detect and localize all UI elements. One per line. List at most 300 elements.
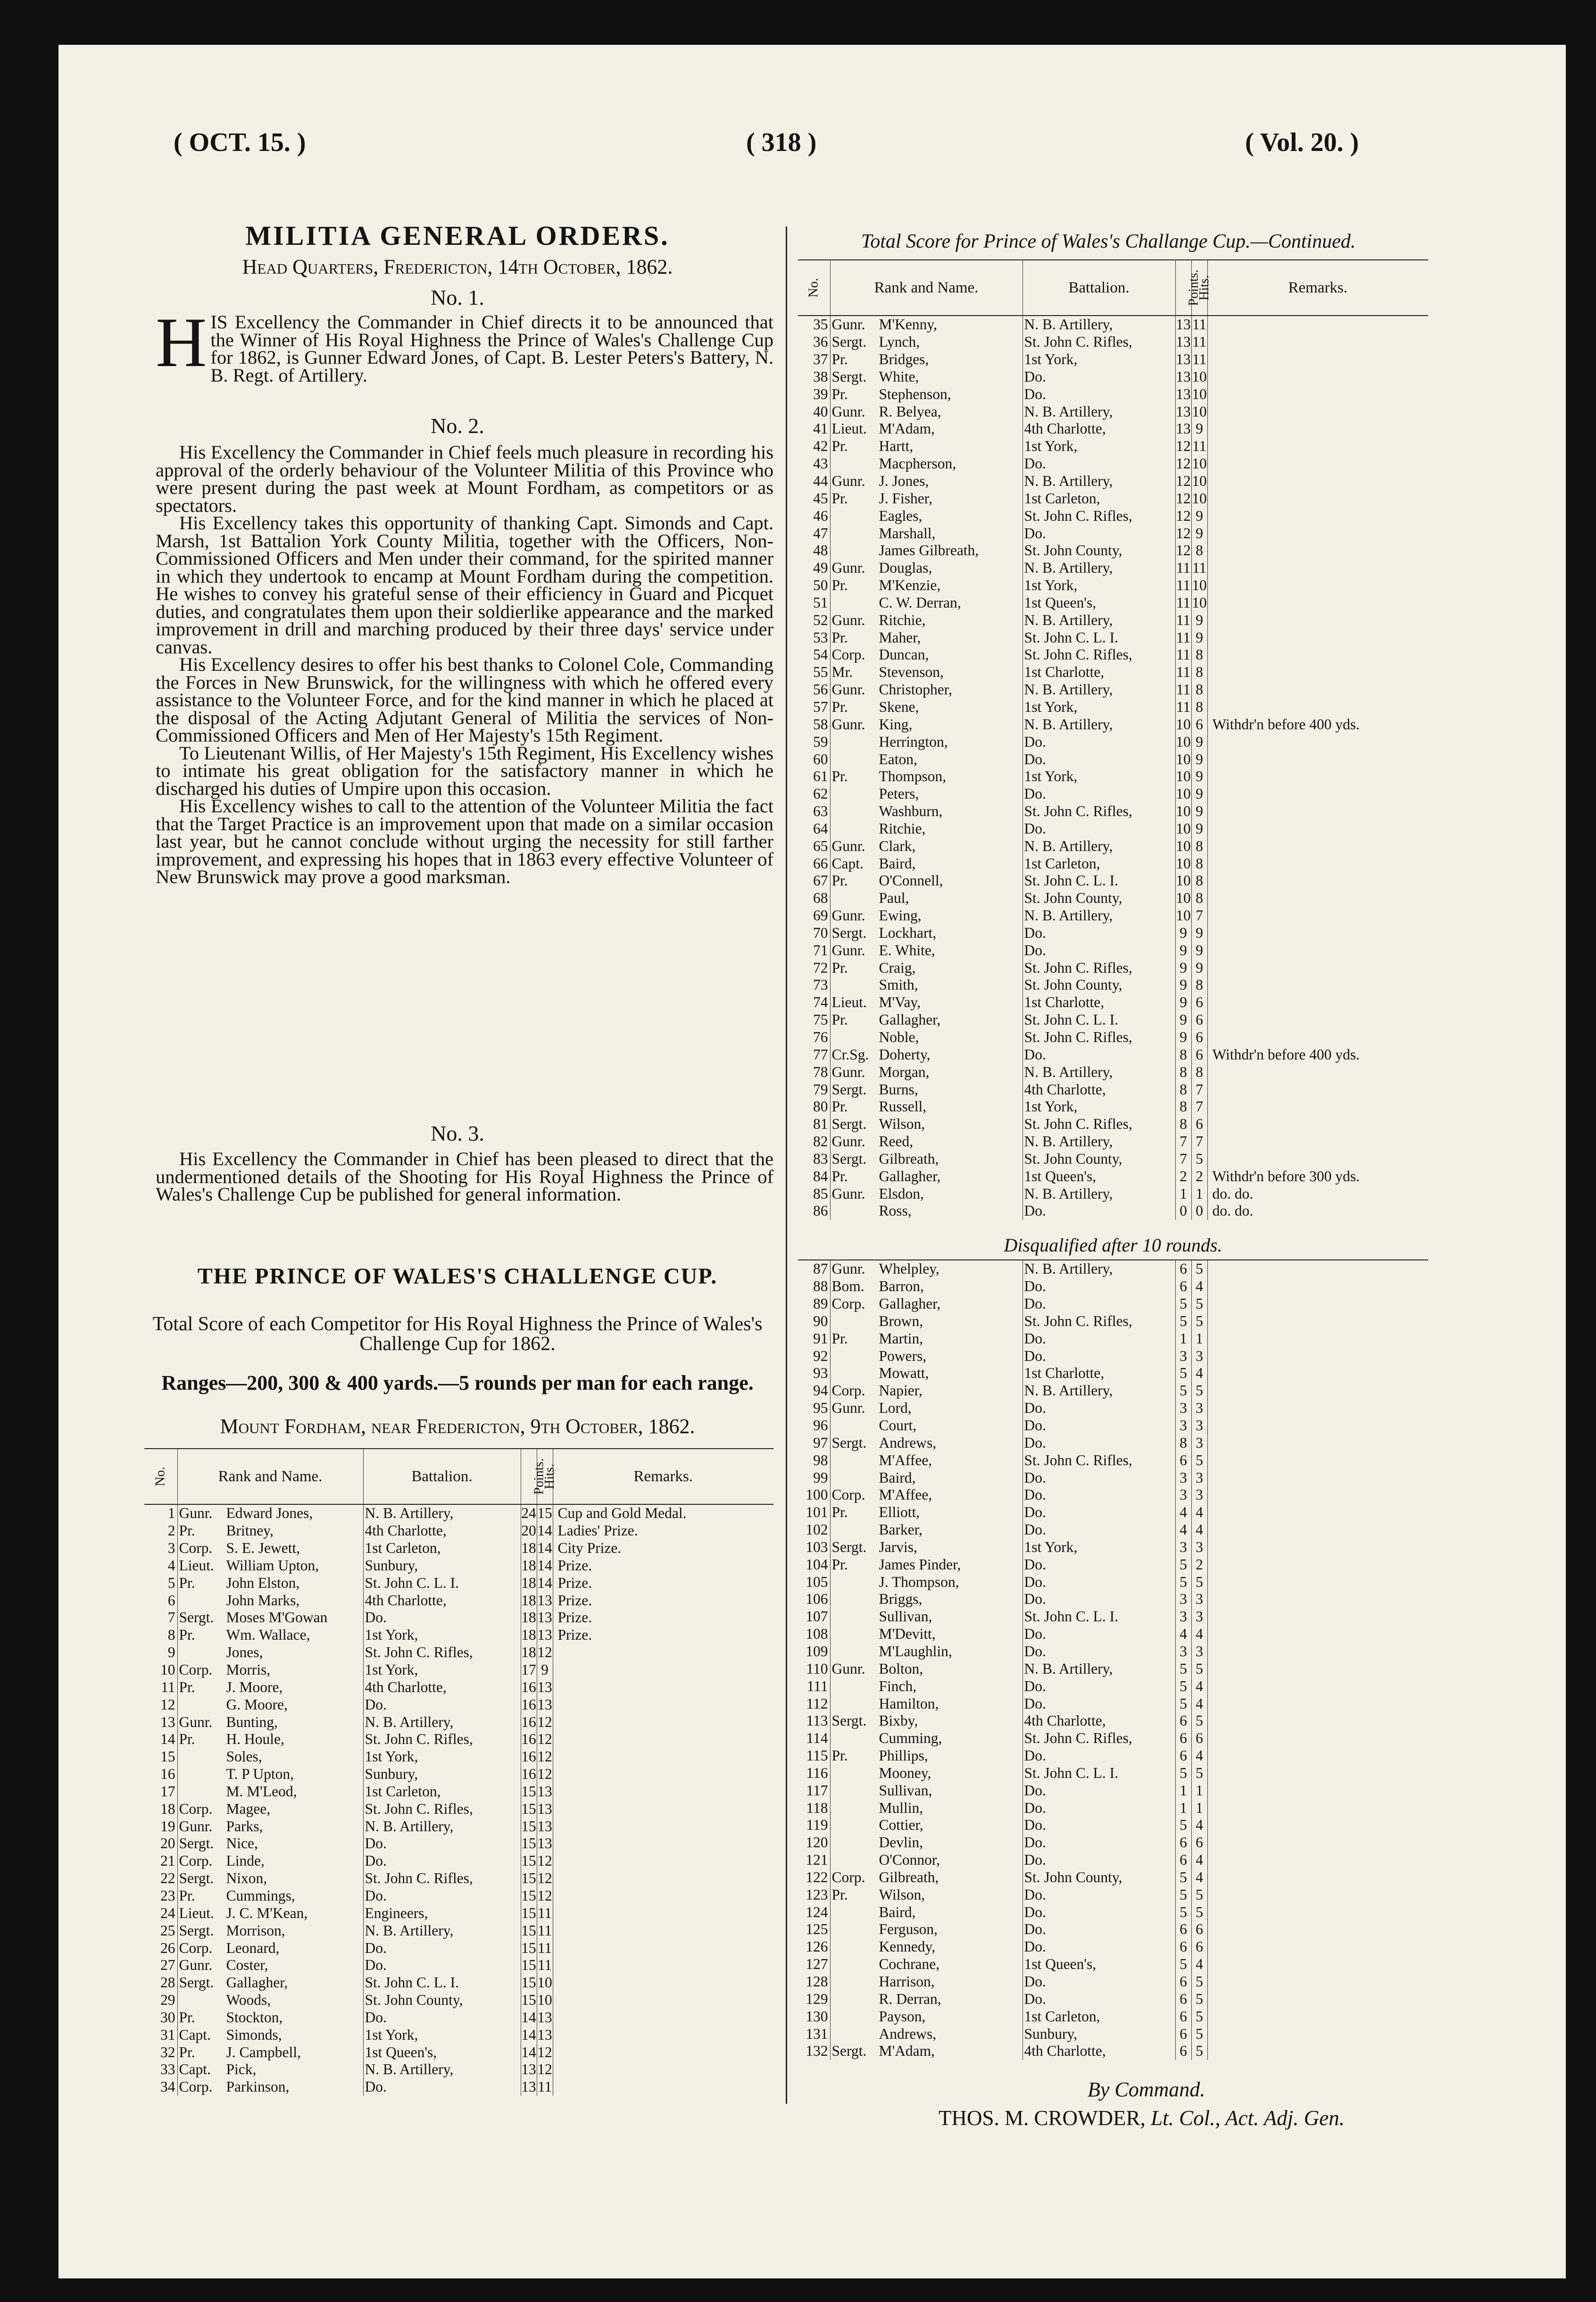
remarks: City Prize.	[553, 1540, 773, 1557]
rank-and-name	[830, 1990, 1022, 2008]
name: Gilbreath,	[879, 1150, 939, 1167]
table-row	[798, 855, 1428, 872]
rank-and-name	[830, 1903, 1022, 1921]
hits: 11	[537, 1939, 552, 1956]
points: 15	[521, 1939, 536, 1956]
battalion: St. John C. Rifles,	[1022, 959, 1175, 976]
name: Soles,	[226, 1748, 262, 1765]
row-number: 27	[160, 1957, 175, 1974]
table-row	[798, 1417, 1428, 1435]
name: M'Affee,	[879, 1486, 932, 1503]
hits: 1	[1191, 1782, 1207, 1799]
row-number: 81	[813, 1116, 828, 1133]
row-number: 53	[813, 629, 828, 646]
battalion: St. John C. Rifles,	[1022, 334, 1175, 351]
name: Mooney,	[879, 1764, 931, 1781]
rank: Corp.	[179, 1800, 213, 1817]
rank-and-name	[177, 1852, 363, 1870]
table-row	[798, 1046, 1428, 1063]
table-row	[798, 1799, 1428, 1817]
battalion: Do.	[1022, 1504, 1175, 1521]
table-row	[144, 1748, 773, 1766]
battalion: N. B. Artillery,	[1022, 837, 1175, 855]
points: 9	[1175, 994, 1191, 1011]
battalion: 1st Queen's,	[363, 2043, 521, 2061]
battalion: Do.	[1022, 1990, 1175, 2008]
remarks	[1207, 1799, 1428, 1817]
name: J. Jones,	[879, 473, 929, 490]
rank-and-name	[830, 1677, 1022, 1695]
battalion: N. B. Artillery,	[1022, 1133, 1175, 1151]
battalion: Do.	[1022, 785, 1175, 803]
rank-and-name	[830, 1295, 1022, 1313]
table-row	[798, 507, 1428, 525]
hits: 11	[537, 1904, 552, 1921]
name: Parks,	[226, 1818, 263, 1835]
remarks	[1207, 490, 1428, 507]
hits: 5	[1191, 1382, 1207, 1400]
rank-and-name	[830, 820, 1022, 837]
name: G. Moore,	[226, 1696, 288, 1713]
table-row	[798, 403, 1428, 420]
hits: 11	[1192, 559, 1207, 576]
row-number: 77	[813, 1046, 828, 1063]
remarks	[1207, 1063, 1428, 1081]
name: Kennedy,	[879, 1938, 936, 1955]
name: Jones,	[226, 1644, 263, 1661]
rank-and-name	[177, 1904, 363, 1922]
battalion: 4th Charlotte,	[1022, 2043, 1175, 2060]
table-row	[798, 420, 1428, 438]
col-header-no: No.	[798, 260, 830, 316]
rank-and-name	[830, 942, 1022, 959]
points: 1	[1175, 1330, 1191, 1347]
rank: Corp.	[831, 1295, 865, 1312]
rank-and-name	[830, 1400, 1022, 1417]
table-row	[144, 1713, 773, 1731]
rank: Gunr.	[831, 1260, 865, 1277]
hits: 12	[537, 1870, 552, 1887]
row-number: 48	[813, 542, 828, 559]
battalion: Sunbury,	[1022, 2025, 1175, 2043]
battalion: Do.	[1022, 733, 1175, 751]
name: Cochrane,	[879, 1956, 940, 1973]
hits: 8	[1191, 837, 1207, 855]
row-number: 98	[813, 1451, 828, 1468]
row-number: 61	[813, 768, 828, 785]
row-number: 5	[167, 1574, 175, 1591]
rank-and-name	[830, 403, 1022, 420]
name: Mowatt,	[879, 1365, 929, 1382]
rank: Pr.	[831, 385, 848, 402]
hits: 8	[1191, 681, 1207, 699]
rank-and-name	[177, 1644, 363, 1661]
hits: 10	[1192, 490, 1207, 507]
name: Sullivan,	[879, 1608, 932, 1625]
remarks	[1207, 1677, 1428, 1695]
rank-and-name	[830, 2043, 1022, 2060]
table-row	[798, 872, 1428, 890]
cup-description: Total Score of each Competitor for His Royal Highness the Prince of Wales's Challenge Cup for 1862.	[152, 1313, 763, 1355]
rank-and-name	[830, 751, 1022, 768]
points: 13	[521, 2061, 536, 2078]
name: J. Moore,	[226, 1678, 283, 1695]
name: M'Adam,	[879, 420, 935, 437]
rank-and-name	[830, 1330, 1022, 1347]
name: Maher,	[879, 629, 921, 646]
rank-and-name	[177, 1609, 363, 1626]
battalion: 4th Charlotte,	[363, 1522, 521, 1540]
battalion: N. B. Artillery,	[1022, 907, 1175, 925]
rank-and-name	[830, 872, 1022, 890]
hits: 10	[1192, 403, 1207, 420]
rank: Gunr.	[831, 716, 865, 733]
battalion: Do.	[1022, 925, 1175, 942]
hits: 5	[1191, 1573, 1207, 1591]
points: 13	[1176, 334, 1191, 350]
rank: Pr.	[831, 438, 848, 455]
remarks	[553, 1887, 773, 1905]
row-number: 99	[813, 1469, 828, 1486]
remarks	[1207, 1990, 1428, 2008]
points: 1	[1175, 1782, 1191, 1799]
remarks	[553, 1678, 773, 1696]
table-row	[798, 1834, 1428, 1852]
name: Bixby,	[879, 1712, 918, 1729]
name: Ferguson,	[879, 1921, 938, 1938]
rank-and-name	[830, 1417, 1022, 1435]
name: Bunting,	[226, 1713, 278, 1730]
remarks	[1207, 611, 1428, 629]
name: Gilbreath,	[879, 1868, 939, 1885]
col-header-points: Points.	[1175, 260, 1191, 316]
remarks	[1207, 420, 1428, 438]
battalion: St. John C. Rifles,	[363, 1644, 521, 1661]
remarks	[553, 1904, 773, 1922]
rank: Pr.	[831, 629, 848, 646]
battalion: Do.	[1022, 1626, 1175, 1643]
table-row	[144, 1835, 773, 1852]
rank-and-name	[830, 1185, 1022, 1202]
table-row	[798, 1556, 1428, 1573]
name: M'Adam,	[879, 2043, 935, 2060]
hits: 2	[1191, 1168, 1207, 1185]
name: Gallagher,	[879, 1011, 941, 1028]
points: 15	[521, 1992, 536, 2009]
remarks	[553, 2026, 773, 2043]
score-table-part-2	[798, 259, 1428, 1220]
hits: 8	[1191, 664, 1207, 681]
remarks	[1207, 1852, 1428, 1869]
hits: 0	[1191, 1202, 1207, 1220]
col-header-no: No.	[144, 1449, 177, 1504]
hits: 1	[1191, 1330, 1207, 1347]
row-number: 71	[813, 942, 828, 959]
battalion: N. B. Artillery,	[1022, 1660, 1175, 1677]
points: 5	[1175, 1677, 1191, 1695]
hits: 10	[537, 1992, 552, 2009]
battalion: 1st Carleton,	[363, 1540, 521, 1557]
battalion: Do.	[1022, 1434, 1175, 1451]
row-number: 112	[806, 1695, 828, 1712]
rank: Sergt.	[179, 1835, 214, 1852]
battalion: St. John C. L. I.	[1022, 629, 1175, 646]
remarks	[1207, 1116, 1428, 1133]
rank-and-name	[830, 1260, 1022, 1278]
remarks	[1207, 803, 1428, 820]
remarks	[553, 2078, 773, 2096]
rank-and-name	[830, 1817, 1022, 1834]
row-number: 58	[813, 716, 828, 733]
name: King,	[879, 716, 913, 733]
rank-and-name	[830, 1539, 1022, 1556]
table-row	[798, 1730, 1428, 1747]
rank-and-name	[177, 1766, 363, 1783]
name: O'Connell,	[879, 872, 943, 889]
table-row	[798, 1852, 1428, 1869]
battalion: Do.	[1022, 1886, 1175, 1903]
rank-and-name	[830, 890, 1022, 907]
rank-and-name	[177, 1748, 363, 1766]
table-row	[798, 1591, 1428, 1608]
rank-and-name	[830, 1782, 1022, 1799]
battalion: 1st York,	[363, 2026, 521, 2043]
points: 11	[1176, 594, 1191, 611]
name: Britney,	[226, 1522, 274, 1539]
rank-and-name	[830, 1938, 1022, 1956]
orders-title: MILITIA GENERAL ORDERS.	[245, 220, 670, 251]
points: 16	[521, 1731, 536, 1748]
points: 9	[1175, 925, 1191, 942]
table-row	[798, 1313, 1428, 1330]
remarks	[553, 1974, 773, 1992]
name: Eagles,	[879, 507, 923, 524]
points: 18	[521, 1540, 536, 1557]
rank-and-name	[177, 1678, 363, 1696]
rank-and-name	[830, 1747, 1022, 1765]
hits: 3	[1191, 1434, 1207, 1451]
points: 13	[1176, 368, 1191, 385]
order-number-1: No. 1.	[431, 285, 484, 309]
remarks	[1207, 351, 1428, 368]
table-row	[798, 890, 1428, 907]
rank: Corp.	[179, 1939, 213, 1956]
battalion: Do.	[1022, 455, 1175, 473]
remarks: Withdr'n before 400 yds.	[1207, 1046, 1428, 1063]
points: 15	[521, 1870, 536, 1887]
battalion: Do.	[1022, 1417, 1175, 1435]
points: 4	[1175, 1504, 1191, 1521]
row-number: 4	[167, 1557, 175, 1574]
points: 9	[1175, 1011, 1191, 1029]
name: M'Devitt,	[879, 1626, 936, 1643]
name: M'Kenny,	[879, 316, 937, 333]
name: Paul,	[879, 890, 909, 907]
table-row	[144, 1731, 773, 1748]
points: 6	[1175, 1852, 1191, 1869]
battalion: 1st Charlotte,	[1022, 994, 1175, 1011]
row-number: 2	[167, 1522, 175, 1539]
table-row	[144, 1887, 773, 1905]
name: Macpherson,	[879, 455, 956, 472]
rank: Pr.	[831, 1504, 848, 1521]
col-header-hits: Hits.	[1191, 260, 1207, 316]
row-number: 33	[160, 2061, 175, 2078]
rank-and-name	[830, 1834, 1022, 1852]
rank-and-name	[830, 1591, 1022, 1608]
battalion: 1st York,	[1022, 577, 1175, 594]
rank-and-name	[830, 1556, 1022, 1573]
points: 20	[521, 1522, 536, 1539]
rank: Gunr.	[831, 1133, 865, 1150]
table-row	[798, 1990, 1428, 2008]
row-number: 66	[813, 855, 828, 872]
name: Sullivan,	[879, 1782, 932, 1799]
battalion: Do.	[1022, 1852, 1175, 1869]
points: 4	[1175, 1626, 1191, 1643]
row-number: 37	[813, 351, 828, 368]
name: Simonds,	[226, 2026, 282, 2043]
order-1-text: HIS Excellency the Commander in Chief directs it to be announced that the Winner of His Royal Highness the Prince of Wales's Challenge Cup for 1862, is Gunner Edward Jones, of Capt. B. Lester Peters's Battery, N. B. Regt. of Artillery.	[156, 303, 773, 386]
row-number: 101	[806, 1504, 828, 1521]
rank-and-name	[830, 1869, 1022, 1886]
points: 5	[1175, 1573, 1191, 1591]
points: 17	[521, 1661, 536, 1678]
rank: Gunr.	[831, 1185, 865, 1202]
row-number: 9	[167, 1644, 175, 1661]
rank-and-name	[830, 1921, 1022, 1938]
battalion: Do.	[363, 1957, 521, 1974]
table-row	[144, 1922, 773, 1939]
remarks: Cup and Gold Medal.	[553, 1504, 773, 1522]
battalion: Do.	[1022, 1347, 1175, 1365]
name: C. W. Derran,	[879, 594, 961, 611]
table-row	[144, 1592, 773, 1609]
name: Ritchie,	[879, 820, 926, 837]
rank-and-name	[830, 455, 1022, 473]
points: 11	[1176, 577, 1191, 594]
table-row	[798, 1029, 1428, 1046]
rank: Pr.	[831, 577, 848, 594]
hits: 8	[1191, 890, 1207, 907]
rank-and-name	[830, 976, 1022, 994]
points: 8	[1175, 1046, 1191, 1063]
remarks	[553, 1800, 773, 1818]
name: Court,	[879, 1417, 917, 1434]
row-number: 13	[160, 1713, 175, 1730]
row-number: 97	[813, 1434, 828, 1451]
rank: Gunr.	[831, 681, 865, 698]
hits: 3	[1191, 1608, 1207, 1626]
hits: 11	[537, 1922, 552, 1939]
points: 5	[1175, 1660, 1191, 1677]
battalion: 1st Charlotte,	[1022, 664, 1175, 681]
remarks	[1207, 1313, 1428, 1330]
remarks	[1207, 1782, 1428, 1799]
battalion: N. B. Artillery,	[1022, 1185, 1175, 1202]
name: Nice,	[226, 1835, 258, 1852]
row-number: 63	[813, 803, 828, 820]
name: Ritchie,	[879, 611, 926, 628]
hits: 14	[537, 1557, 552, 1574]
row-number: 18	[160, 1800, 175, 1817]
row-number: 40	[813, 403, 828, 420]
rank-and-name	[177, 1540, 363, 1557]
rank: Capt.	[179, 2026, 211, 2043]
rank-and-name	[177, 1870, 363, 1887]
battalion: Do.	[1022, 1747, 1175, 1765]
name: Cummings,	[226, 1887, 295, 1904]
hits: 11	[1192, 334, 1207, 350]
points: 10	[1176, 768, 1191, 785]
points: 5	[1175, 1869, 1191, 1886]
remarks	[1207, 699, 1428, 716]
row-number: 16	[160, 1766, 175, 1783]
name: Baird,	[879, 855, 916, 872]
points: 10	[1176, 890, 1191, 907]
battalion: Do.	[363, 1696, 521, 1713]
points: 1	[1175, 1185, 1191, 1202]
hits: 7	[1191, 1098, 1207, 1116]
table-row	[798, 1903, 1428, 1921]
name: Eaton,	[879, 751, 917, 767]
remarks	[1207, 1973, 1428, 1991]
hits: 12	[537, 2043, 552, 2060]
rank: Lieut.	[831, 994, 867, 1011]
points: 3	[1175, 1400, 1191, 1417]
rank-and-name	[830, 1469, 1022, 1486]
row-number: 94	[813, 1382, 828, 1399]
name: Morgan,	[879, 1063, 930, 1080]
table-row	[144, 1852, 773, 1870]
remarks	[1207, 629, 1428, 646]
rank: Pr.	[831, 1556, 848, 1573]
table-row	[798, 1643, 1428, 1660]
table-row	[798, 2008, 1428, 2025]
column-divider	[786, 226, 787, 2104]
table-row	[144, 2026, 773, 2043]
name: M'Vay,	[879, 994, 921, 1011]
remarks	[1207, 2025, 1428, 2043]
hits: 13	[537, 1609, 552, 1626]
battalion: N. B. Artillery,	[1022, 1382, 1175, 1400]
table-row	[144, 2043, 773, 2061]
rank-and-name	[177, 1557, 363, 1575]
points: 5	[1175, 1365, 1191, 1382]
hits: 9	[1191, 785, 1207, 803]
points: 12	[1176, 438, 1191, 455]
rank-and-name	[830, 1011, 1022, 1029]
rank-and-name	[177, 1818, 363, 1835]
row-number: 120	[806, 1834, 828, 1851]
table-row	[798, 1365, 1428, 1382]
rank-and-name	[830, 1133, 1022, 1151]
points: 10	[1176, 751, 1191, 767]
order-number-2: No. 2.	[431, 414, 484, 438]
remarks	[1207, 820, 1428, 837]
battalion: N. B. Artillery,	[1022, 403, 1175, 420]
table-row	[144, 1783, 773, 1801]
battalion: N. B. Artillery,	[1022, 716, 1175, 733]
battalion: 1st York,	[363, 1626, 521, 1644]
points: 5	[1175, 1956, 1191, 1973]
remarks	[1207, 646, 1428, 664]
points: 10	[1176, 872, 1191, 889]
hits: 5	[1191, 1903, 1207, 1921]
battalion: Do.	[1022, 1903, 1175, 1921]
row-number: 115	[806, 1747, 828, 1764]
rank-and-name	[830, 1956, 1022, 1973]
